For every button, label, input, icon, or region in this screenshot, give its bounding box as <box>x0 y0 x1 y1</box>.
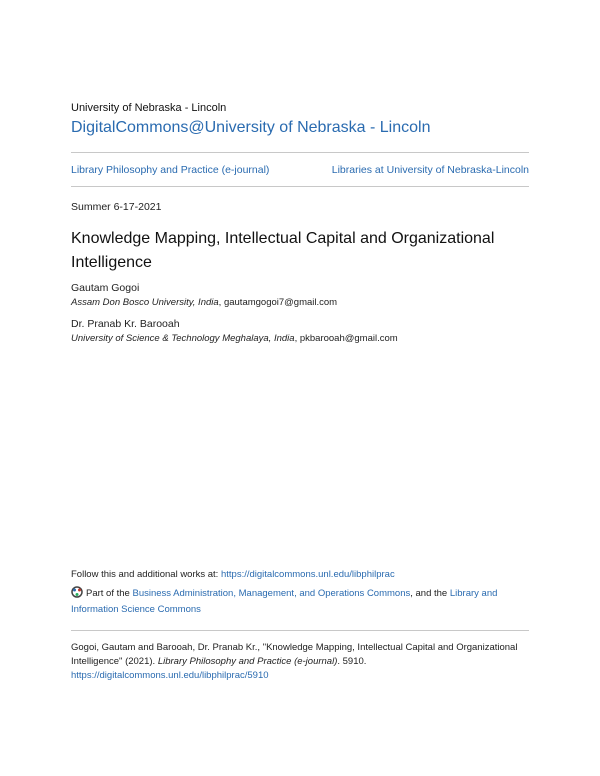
citation-journal: Library Philosophy and Practice (e-journal) <box>157 656 338 667</box>
libraries-link[interactable]: Libraries at University of Nebraska-Lincoln <box>331 164 529 176</box>
divider-bottom <box>71 630 529 631</box>
follow-text: Follow this and additional works at: <box>71 569 221 580</box>
business-commons-link[interactable]: Business Administration, Management, and Operations Commons <box>132 588 411 599</box>
citation-link[interactable]: https://digitalcommons.unl.edu/libphilprac/5910 <box>71 670 269 681</box>
institution-name: University of Nebraska - Lincoln <box>71 102 227 114</box>
affiliation-text: Assam Don Bosco University, India <box>71 297 219 308</box>
author-email: , gautamgogoi7@gmail.com <box>218 297 338 308</box>
divider-top <box>71 152 529 153</box>
network-icon <box>71 586 83 598</box>
author-affiliation <box>71 333 398 344</box>
partof-prefix: Part of the <box>86 588 133 599</box>
journal-link[interactable]: Library Philosophy and Practice (e-journal) <box>71 164 270 176</box>
divider-nav <box>71 186 529 187</box>
author-name: Gautam Gogoi <box>71 282 140 294</box>
repository-link[interactable]: DigitalCommons@University of Nebraska - Lincoln <box>71 119 431 136</box>
part-of-line <box>71 586 521 618</box>
affiliation-text: University of Science & Technology Meghalaya, India <box>71 333 295 344</box>
author-email: , pkbarooah@gmail.com <box>294 333 398 344</box>
author-name: Dr. Pranab Kr. Barooah <box>71 318 180 330</box>
follow-line <box>71 569 395 580</box>
citation-block <box>71 641 541 683</box>
paper-title: Knowledge Mapping, Intellectual Capital and Organizational Intelligence <box>71 230 495 271</box>
follow-link[interactable]: https://digitalcommons.unl.edu/libphilprac <box>220 569 395 580</box>
author-affiliation <box>71 297 337 308</box>
publication-date: Summer 6-17-2021 <box>71 201 162 213</box>
library-commons-link[interactable]: Library and Information Science Commons <box>71 588 498 615</box>
partof-mid: , and the <box>410 588 450 599</box>
citation-prefix: Gogoi, Gautam and Barooah, Dr. Pranab Kr., "Knowledge Mapping, Intellectual Capital and Organizational Intelligence" (2021). <box>71 642 518 667</box>
citation-suffix: . 5910. <box>337 656 367 667</box>
